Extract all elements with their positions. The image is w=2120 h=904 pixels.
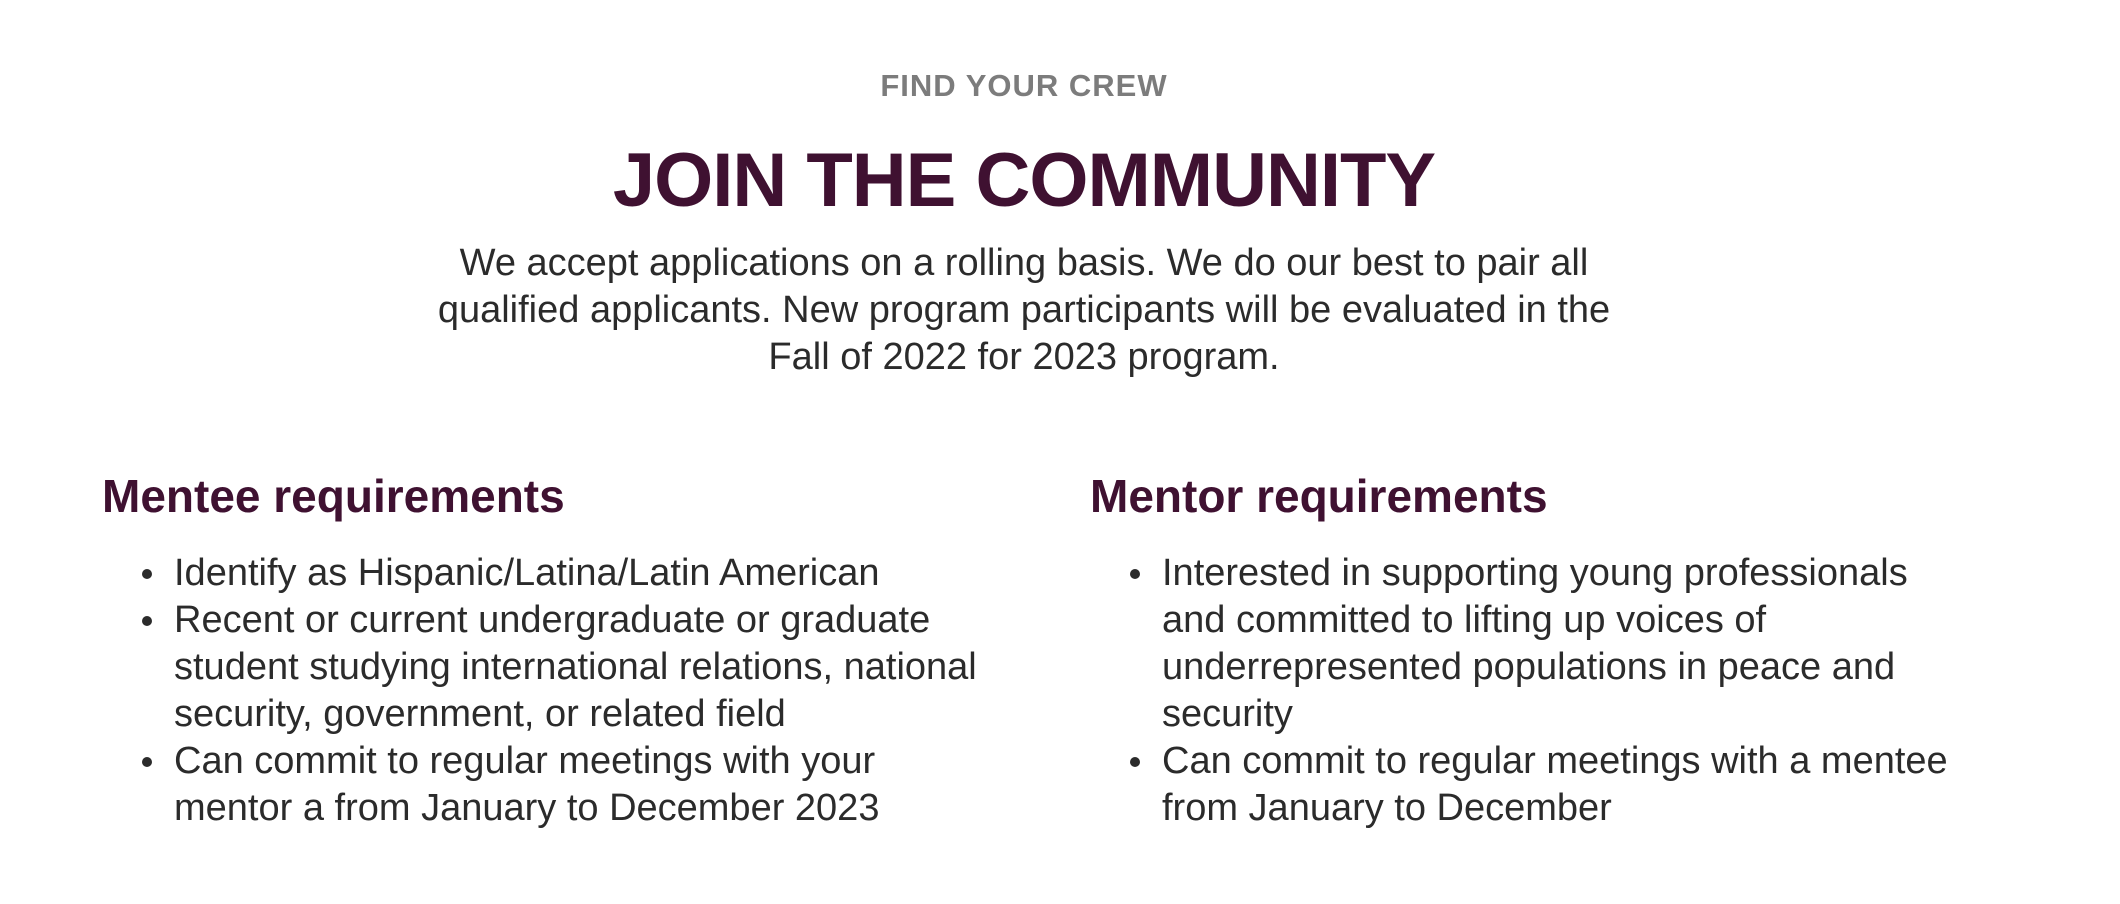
mentor-requirements-heading: Mentor requirements xyxy=(1090,470,1548,522)
list-item-text: Recent or current undergraduate or graduate student studying international relations, national security, government, or related field xyxy=(174,599,977,735)
mentor-requirements-column xyxy=(1090,466,1970,832)
list-item xyxy=(1162,738,1970,832)
list-item xyxy=(174,738,982,832)
bullet-icon xyxy=(142,616,152,626)
bullet-icon xyxy=(142,757,152,767)
page-title: JOIN THE COMMUNITY xyxy=(612,138,1436,223)
intro-paragraph: We accept applications on a rolling basis. We do our best to pair all qualified applicants. New program participants will be evaluated in the Fall of 2022 for 2023 program. xyxy=(437,242,1611,378)
mentor-requirements-list xyxy=(1090,550,1970,832)
mentee-requirements-list xyxy=(102,550,982,832)
list-item-text: Can commit to regular meetings with your mentor a from January to December 2023 xyxy=(174,740,880,829)
list-item-text: Identify as Hispanic/Latina/Latin American xyxy=(174,552,880,594)
bullet-icon xyxy=(1130,757,1140,767)
list-item-text: Can commit to regular meetings with a mentee from January to December xyxy=(1162,740,1948,829)
list-item xyxy=(174,550,982,597)
section-eyebrow: FIND YOUR CREW xyxy=(880,68,1168,103)
mentee-requirements-column xyxy=(102,466,982,832)
list-item xyxy=(174,597,982,738)
mentee-requirements-heading: Mentee requirements xyxy=(102,470,565,522)
list-item-text: Interested in supporting young professionals and committed to lifting up voices of underrepresented populations in peace and security xyxy=(1162,552,1908,735)
bullet-icon xyxy=(142,569,152,579)
bullet-icon xyxy=(1130,569,1140,579)
list-item xyxy=(1162,550,1970,738)
